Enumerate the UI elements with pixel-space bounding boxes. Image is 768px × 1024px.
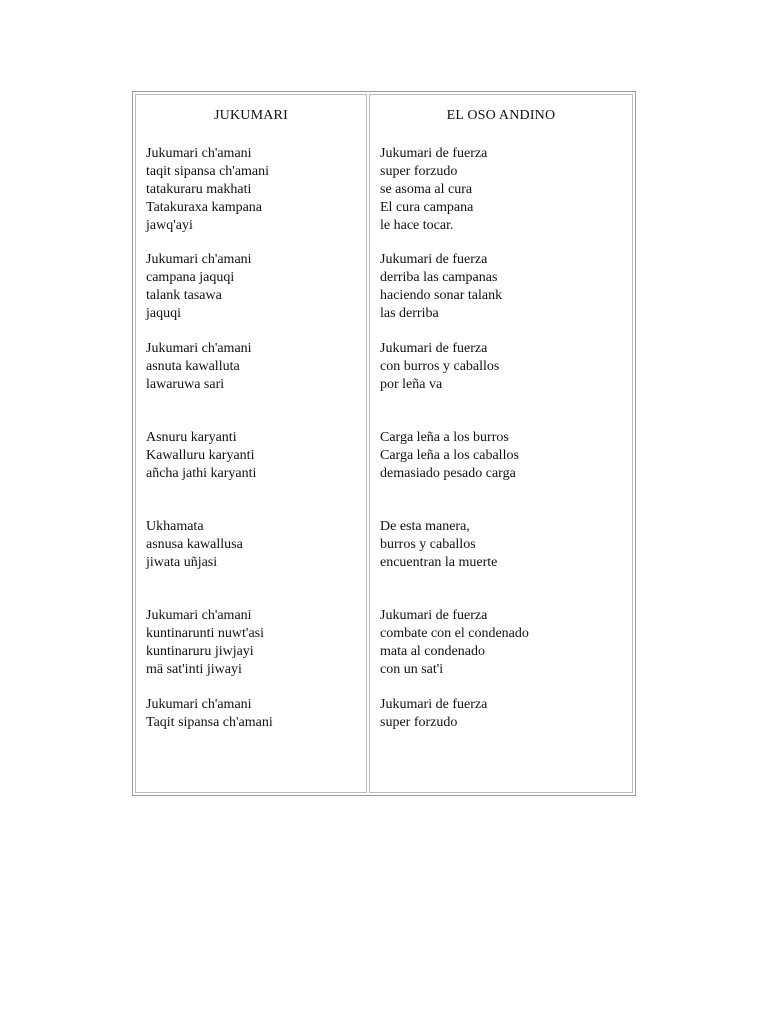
aymara-verse-line: lawaruwa sari <box>146 377 225 392</box>
spanish-verse-line: Jukumari de fuerza <box>380 252 488 267</box>
aymara-verse-line: talank tasawa <box>146 288 222 303</box>
aymara-verse-line: Taqit sipansa ch'amani <box>146 715 273 730</box>
spanish-stanzas <box>380 145 626 785</box>
spanish-verse-line: le hace tocar. <box>380 218 454 233</box>
aymara-verse-line: asnuta kawalluta <box>146 359 240 374</box>
spanish-stanza <box>380 518 626 607</box>
aymara-verse-line: asnusa kawallusa <box>146 537 243 552</box>
spanish-verse-line: Jukumari de fuerza <box>380 341 488 356</box>
aymara-verse-line: Jukumari ch'amani <box>146 341 252 356</box>
aymara-verse-line: Tatakuraxa kampana <box>146 200 263 215</box>
aymara-stanza <box>146 429 360 518</box>
spanish-verse-line: De esta manera, <box>380 519 470 534</box>
spanish-stanza <box>380 145 626 251</box>
spanish-verse-line: con un sat'i <box>380 662 444 677</box>
aymara-column <box>135 94 367 793</box>
spanish-verse-line: Jukumari de fuerza <box>380 146 488 161</box>
spanish-stanza <box>380 340 626 429</box>
aymara-verse-line: taqit sipansa ch'amani <box>146 164 270 179</box>
aymara-verse-line: jiwata uñjasi <box>146 555 218 570</box>
spanish-verse-line: Jukumari de fuerza <box>380 697 488 712</box>
spanish-verse-line: combate con el condenado <box>380 626 529 641</box>
spanish-verse-line: super forzudo <box>380 164 458 179</box>
spanish-verse-line: mata al condenado <box>380 644 485 659</box>
aymara-verse-line: mä sat'inti jiwayi <box>146 662 242 677</box>
aymara-header: JUKUMARI <box>214 108 288 123</box>
aymara-verse-line: campana jaquqi <box>146 270 235 285</box>
aymara-verse-line: Jukumari ch'amani <box>146 697 252 712</box>
aymara-stanza <box>146 696 360 785</box>
aymara-verse-line: Jukumari ch'amani <box>146 146 252 161</box>
spanish-stanza <box>380 429 626 518</box>
spanish-verse-line: Carga leña a los burros <box>380 430 509 445</box>
poem-table <box>132 91 636 796</box>
spanish-verse-line: con burros y caballos <box>380 359 500 374</box>
spanish-verse-line: haciendo sonar talank <box>380 288 503 303</box>
aymara-verse-line: Jukumari ch'amani <box>146 252 252 267</box>
spanish-verse-line: derriba las campanas <box>380 270 498 285</box>
spanish-verse-line: Jukumari de fuerza <box>380 608 488 623</box>
aymara-stanza <box>146 145 360 251</box>
aymara-stanza <box>146 518 360 607</box>
aymara-verse-line: jawq'ayi <box>146 218 193 233</box>
aymara-verse-line: jaquqi <box>146 306 181 321</box>
aymara-stanza <box>146 607 360 696</box>
spanish-verse-line: por leña va <box>380 377 443 392</box>
aymara-stanzas <box>146 145 360 785</box>
spanish-stanza <box>380 607 626 696</box>
spanish-stanza <box>380 251 626 340</box>
spanish-verse-line: encuentran la muerte <box>380 555 498 570</box>
aymara-verse-line: Kawalluru karyanti <box>146 448 255 463</box>
aymara-stanza <box>146 251 360 340</box>
spanish-verse-line: super forzudo <box>380 715 458 730</box>
aymara-verse-line: tatakuraru makhati <box>146 182 252 197</box>
aymara-verse-line: kuntinarunti nuwt'asi <box>146 626 265 641</box>
spanish-column <box>369 94 633 793</box>
spanish-header: EL OSO ANDINO <box>446 108 556 123</box>
aymara-verse-line: Jukumari ch'amani <box>146 608 252 623</box>
spanish-verse-line: burros y caballos <box>380 537 476 552</box>
spanish-verse-line: Carga leña a los caballos <box>380 448 519 463</box>
aymara-verse-line: Ukhamata <box>146 519 204 534</box>
aymara-verse-line: kuntinaruru jiwjayi <box>146 644 254 659</box>
spanish-verse-line: El cura campana <box>380 200 474 215</box>
aymara-verse-line: añcha jathi karyanti <box>146 466 257 481</box>
spanish-verse-line: se asoma al cura <box>380 182 473 197</box>
spanish-verse-line: demasiado pesado carga <box>380 466 516 481</box>
spanish-stanza <box>380 696 626 785</box>
spanish-verse-line: las derriba <box>380 306 439 321</box>
aymara-verse-line: Asnuru karyanti <box>146 430 237 445</box>
aymara-stanza <box>146 340 360 429</box>
